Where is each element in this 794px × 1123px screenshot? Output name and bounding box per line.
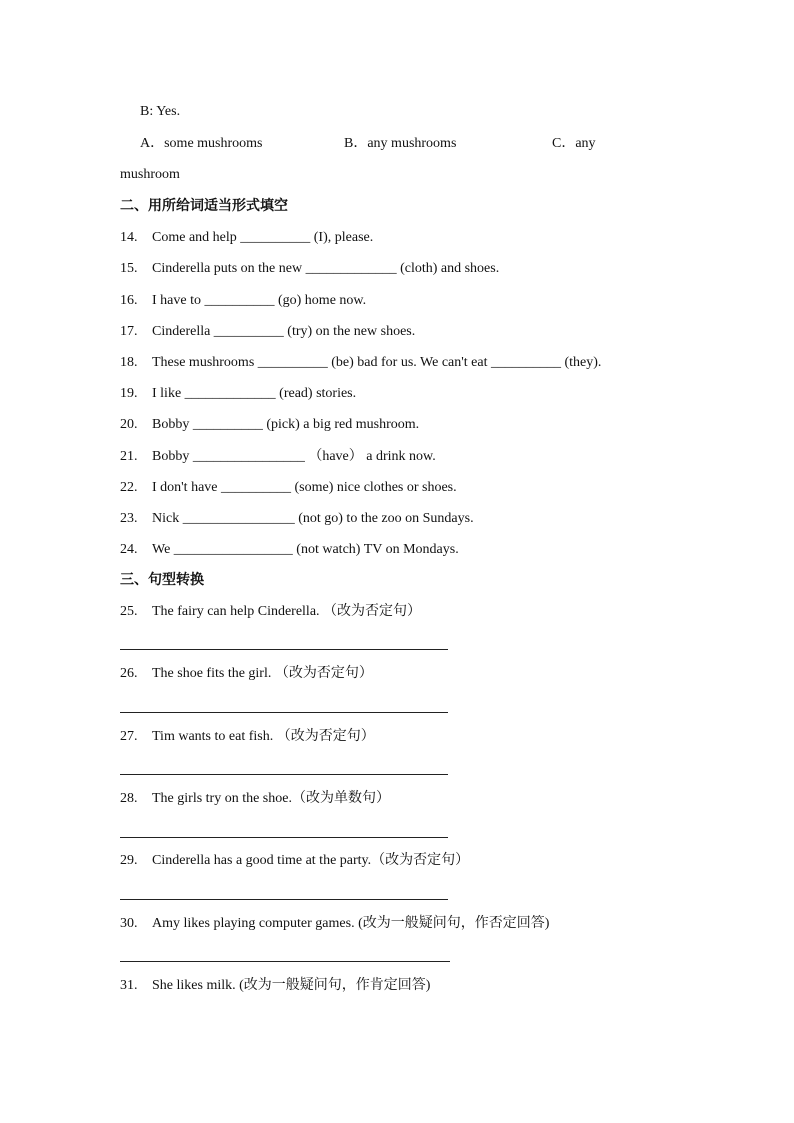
question-item xyxy=(120,260,499,278)
question-text: Bobby __________ (pick) a big red mushroom. xyxy=(152,417,420,432)
question-number: 28. xyxy=(120,791,138,806)
question-item xyxy=(120,323,415,341)
answer-b: B: Yes. xyxy=(140,104,181,119)
question-item xyxy=(120,541,459,559)
question-text: I have to __________ (go) home now. xyxy=(152,293,367,308)
option-b: B．any mushrooms xyxy=(344,136,457,151)
option-c-continuation: mushroom xyxy=(120,167,180,182)
question-text: I like _____________ (read) stories. xyxy=(152,386,357,401)
option-c: C．any xyxy=(552,136,596,151)
question-number: 20. xyxy=(120,417,138,432)
question-number: 18. xyxy=(120,355,138,370)
question-number: 19. xyxy=(120,386,138,401)
question-item xyxy=(120,354,601,372)
question-text: We _________________ (not watch) TV on Mondays. xyxy=(152,542,459,557)
question-number: 15. xyxy=(120,261,138,276)
question-number: 21. xyxy=(120,449,138,464)
question-text: She likes milk. (改为一般疑问句，作肯定回答) xyxy=(152,978,431,993)
question-text: Nick ________________ (not go) to the zoo on Sundays. xyxy=(152,511,474,526)
question-item xyxy=(120,977,430,995)
section-3-title: 三、句型转换 xyxy=(120,572,204,588)
question-number: 14. xyxy=(120,230,138,245)
question-number: 24. xyxy=(120,542,138,557)
question-item xyxy=(120,728,375,746)
question-item xyxy=(120,448,436,466)
question-text: Cinderella puts on the new _____________ (cloth) and shoes. xyxy=(152,261,500,276)
question-item xyxy=(120,292,366,310)
question-number: 16. xyxy=(120,293,138,308)
question-text: I don't have __________ (some) nice clothes or shoes. xyxy=(152,480,457,495)
question-text: Come and help __________ (I), please. xyxy=(152,230,374,245)
question-item xyxy=(120,416,419,434)
answer-line[interactable] xyxy=(120,961,450,962)
question-number: 30. xyxy=(120,916,138,931)
question-item xyxy=(120,603,421,621)
answer-line[interactable] xyxy=(120,837,448,838)
question-text: Amy likes playing computer games. (改为一般疑问句，作否定回答) xyxy=(152,916,550,931)
question-number: 22. xyxy=(120,480,138,495)
answer-line[interactable] xyxy=(120,649,448,650)
question-number: 17. xyxy=(120,324,138,339)
answer-line[interactable] xyxy=(120,899,448,900)
question-text: The fairy can help Cinderella. （改为否定句） xyxy=(152,604,422,619)
option-a: A．some mushrooms xyxy=(140,136,263,151)
answer-line[interactable] xyxy=(120,774,448,775)
question-text: These mushrooms __________ (be) bad for us. We can't eat __________ (they). xyxy=(152,355,602,370)
question-item xyxy=(120,915,549,933)
question-number: 25. xyxy=(120,604,138,619)
question-number: 27. xyxy=(120,729,138,744)
question-number: 26. xyxy=(120,666,138,681)
question-item xyxy=(120,790,390,808)
question-text: The girls try on the shoe.（改为单数句） xyxy=(152,791,390,806)
question-item xyxy=(120,852,469,870)
question-item xyxy=(120,385,356,403)
question-number: 23. xyxy=(120,511,138,526)
question-number: 31. xyxy=(120,978,138,993)
question-text: Cinderella has a good time at the party.（改为否定句） xyxy=(152,853,470,868)
question-item xyxy=(120,510,474,528)
question-item xyxy=(120,479,457,497)
section-2-title: 二、用所给词适当形式填空 xyxy=(120,198,288,214)
answer-line[interactable] xyxy=(120,712,448,713)
question-item xyxy=(120,665,373,683)
question-text: Tim wants to eat fish. （改为否定句） xyxy=(152,729,375,744)
question-number: 29. xyxy=(120,853,138,868)
question-item xyxy=(120,229,373,247)
question-text: Cinderella __________ (try) on the new shoes. xyxy=(152,324,416,339)
question-text: The shoe fits the girl. （改为否定句） xyxy=(152,666,373,681)
question-text: Bobby ________________ （have） a drink now. xyxy=(152,449,436,464)
